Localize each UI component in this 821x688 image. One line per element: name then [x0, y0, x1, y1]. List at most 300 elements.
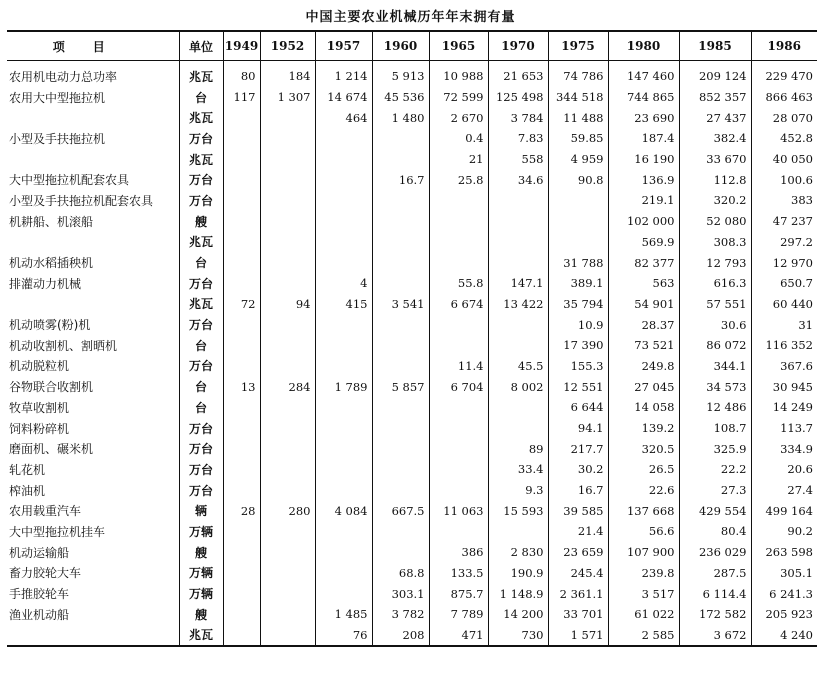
table-row	[7, 542, 817, 563]
table-cell: 102 000	[608, 211, 679, 232]
table-cell	[429, 418, 488, 439]
header-year: 1952	[260, 32, 315, 61]
table-cell	[429, 314, 488, 335]
table-cell: 11.4	[429, 356, 488, 377]
table-cell	[548, 232, 608, 253]
table-cell: 209 124	[679, 61, 751, 87]
table-cell	[372, 521, 429, 542]
table-cell	[223, 542, 260, 563]
table-cell	[223, 438, 260, 459]
table-cell	[429, 232, 488, 253]
header-year: 1960	[372, 32, 429, 61]
table-cell: 429 554	[679, 500, 751, 521]
table-row	[7, 459, 817, 480]
table-row	[7, 521, 817, 542]
table-cell: 23 659	[548, 542, 608, 563]
table-cell	[260, 583, 315, 604]
table-cell: 1 480	[372, 107, 429, 128]
table-cell: 10 988	[429, 61, 488, 87]
table-cell	[372, 211, 429, 232]
table-cell	[429, 480, 488, 501]
table-row	[7, 500, 817, 521]
table-row	[7, 87, 817, 108]
table-cell	[372, 418, 429, 439]
row-item-label	[7, 294, 179, 315]
row-item-label: 轧花机	[9, 462, 46, 477]
table-cell: 229 470	[751, 61, 817, 87]
table-cell: 14 674	[315, 87, 372, 108]
table-cell: 2 830	[488, 542, 548, 563]
table-cell: 236 029	[679, 542, 751, 563]
table-cell: 284	[260, 376, 315, 397]
row-unit: 艘	[179, 211, 223, 232]
table-cell: 4 959	[548, 149, 608, 170]
table-cell: 60 440	[751, 294, 817, 315]
table-cell: 14 058	[608, 397, 679, 418]
table-cell: 125 498	[488, 87, 548, 108]
table-cell: 0.4	[429, 128, 488, 149]
row-unit: 万辆	[179, 521, 223, 542]
row-item-label: 磨面机、碾米机	[9, 442, 94, 457]
table-cell: 47 237	[751, 211, 817, 232]
row-unit: 万台	[179, 169, 223, 190]
table-row	[7, 563, 817, 584]
table-cell: 108.7	[679, 418, 751, 439]
table-row	[7, 61, 817, 87]
table-cell: 866 463	[751, 87, 817, 108]
table-row	[7, 335, 817, 356]
table-cell: 11 063	[429, 500, 488, 521]
table-cell: 464	[315, 107, 372, 128]
table-cell	[372, 542, 429, 563]
row-unit: 台	[179, 397, 223, 418]
table-cell	[488, 521, 548, 542]
table-row	[7, 604, 817, 625]
row-item-label: 牧草收割机	[9, 400, 70, 415]
table-cell: 452.8	[751, 128, 817, 149]
table-cell: 1 214	[315, 61, 372, 87]
table-cell: 1 485	[315, 604, 372, 625]
table-cell	[223, 128, 260, 149]
table-cell: 17 390	[548, 335, 608, 356]
table-cell	[260, 356, 315, 377]
table-cell: 334.9	[751, 438, 817, 459]
table-cell: 33.4	[488, 459, 548, 480]
row-unit: 万台	[179, 190, 223, 211]
table-cell: 68.8	[372, 563, 429, 584]
table-cell	[260, 521, 315, 542]
table-row	[7, 438, 817, 459]
table-body	[7, 61, 817, 646]
table-cell: 730	[488, 625, 548, 646]
table-cell: 14 249	[751, 397, 817, 418]
table-cell	[260, 128, 315, 149]
table-cell	[223, 232, 260, 253]
table-cell	[223, 625, 260, 646]
table-cell: 133.5	[429, 563, 488, 584]
row-item-label: 大中型拖拉机配套农具	[9, 173, 130, 188]
row-item-label	[7, 149, 179, 170]
table-cell	[488, 314, 548, 335]
table-cell	[315, 252, 372, 273]
table-cell	[260, 149, 315, 170]
table-cell	[223, 356, 260, 377]
table-cell: 5 857	[372, 376, 429, 397]
header-year: 1949	[223, 32, 260, 61]
table-cell: 90.8	[548, 169, 608, 190]
row-item-label: 机动脱粒机	[9, 359, 70, 374]
table-cell: 744 865	[608, 87, 679, 108]
row-unit: 艘	[179, 604, 223, 625]
table-cell	[315, 211, 372, 232]
table-cell: 2 585	[608, 625, 679, 646]
table-cell: 3 541	[372, 294, 429, 315]
row-unit: 兆瓦	[179, 61, 223, 87]
table-row	[7, 273, 817, 294]
row-item-label: 畜力胶轮大车	[9, 566, 82, 581]
table-cell: 72	[223, 294, 260, 315]
table-cell	[315, 459, 372, 480]
table-cell	[223, 314, 260, 335]
table-cell	[315, 521, 372, 542]
table-row	[7, 252, 817, 273]
table-cell	[315, 418, 372, 439]
table-cell: 26.5	[608, 459, 679, 480]
row-item-label	[7, 625, 179, 646]
table-cell: 320.2	[679, 190, 751, 211]
header-year: 1965	[429, 32, 488, 61]
table-cell: 325.9	[679, 438, 751, 459]
row-item-label: 机动收割机、割晒机	[9, 338, 118, 353]
table-cell: 344 518	[548, 87, 608, 108]
table-cell: 22.6	[608, 480, 679, 501]
table-cell: 280	[260, 500, 315, 521]
table-cell: 21 653	[488, 61, 548, 87]
table-cell: 54 901	[608, 294, 679, 315]
table-cell: 80	[223, 61, 260, 87]
table-cell: 25.8	[429, 169, 488, 190]
row-item-label: 农用大中型拖拉机	[9, 90, 106, 105]
row-item-label: 小型及手扶拖拉机配套农具	[9, 193, 154, 208]
table-cell	[260, 252, 315, 273]
header-year: 1980	[608, 32, 679, 61]
table-cell: 137 668	[608, 500, 679, 521]
table-cell: 30.2	[548, 459, 608, 480]
table-cell: 499 164	[751, 500, 817, 521]
table-cell: 9.3	[488, 480, 548, 501]
row-unit: 台	[179, 87, 223, 108]
table-cell	[260, 604, 315, 625]
table-cell: 136.9	[608, 169, 679, 190]
table-cell	[223, 273, 260, 294]
table-cell: 31 788	[548, 252, 608, 273]
table-cell	[429, 438, 488, 459]
table-cell	[260, 211, 315, 232]
table-cell: 33 670	[679, 149, 751, 170]
table-cell: 219.1	[608, 190, 679, 211]
table-row	[7, 356, 817, 377]
row-unit: 台	[179, 376, 223, 397]
table-cell	[548, 211, 608, 232]
table-cell: 27 045	[608, 376, 679, 397]
row-item-label: 渔业机动船	[9, 607, 70, 622]
table-cell	[372, 128, 429, 149]
table-cell	[223, 252, 260, 273]
table-cell	[315, 438, 372, 459]
table-cell: 616.3	[679, 273, 751, 294]
table-cell	[315, 190, 372, 211]
table-row	[7, 418, 817, 439]
table-row	[7, 583, 817, 604]
table-cell	[315, 314, 372, 335]
row-item-label: 排灌动力机械	[9, 276, 82, 291]
table-cell: 107 900	[608, 542, 679, 563]
row-item-label: 机耕船、机滚船	[9, 214, 94, 229]
row-unit: 万台	[179, 438, 223, 459]
table-cell: 116 352	[751, 335, 817, 356]
table-cell	[372, 149, 429, 170]
table-cell: 245.4	[548, 563, 608, 584]
table-cell	[315, 169, 372, 190]
table-cell	[488, 418, 548, 439]
table-cell: 56.6	[608, 521, 679, 542]
table-cell: 297.2	[751, 232, 817, 253]
table-cell	[372, 397, 429, 418]
table-cell: 73 521	[608, 335, 679, 356]
table-row	[7, 149, 817, 170]
table-cell	[223, 418, 260, 439]
table-cell: 155.3	[548, 356, 608, 377]
table-cell	[260, 335, 315, 356]
table-cell	[260, 107, 315, 128]
table-cell: 8 002	[488, 376, 548, 397]
table-cell	[260, 542, 315, 563]
table-cell: 28 070	[751, 107, 817, 128]
row-unit: 万台	[179, 480, 223, 501]
table-cell: 82 377	[608, 252, 679, 273]
table-cell: 89	[488, 438, 548, 459]
table-cell	[488, 211, 548, 232]
header-year: 1985	[679, 32, 751, 61]
table-cell	[372, 190, 429, 211]
table-cell	[260, 190, 315, 211]
table-cell: 563	[608, 273, 679, 294]
table-cell	[260, 169, 315, 190]
table-cell: 184	[260, 61, 315, 87]
table-cell: 59.85	[548, 128, 608, 149]
table-row	[7, 211, 817, 232]
row-unit: 台	[179, 335, 223, 356]
row-unit: 兆瓦	[179, 107, 223, 128]
table-cell	[372, 232, 429, 253]
table-cell: 650.7	[751, 273, 817, 294]
table-cell: 308.3	[679, 232, 751, 253]
table-cell: 249.8	[608, 356, 679, 377]
table-cell: 16.7	[372, 169, 429, 190]
table-title: 中国主要农业机械历年年末拥有量	[305, 10, 516, 25]
table-cell: 208	[372, 625, 429, 646]
table-row	[7, 294, 817, 315]
row-item-label: 手推胶轮车	[9, 587, 70, 602]
table-cell: 22.2	[679, 459, 751, 480]
table-cell: 383	[751, 190, 817, 211]
table-cell: 16 190	[608, 149, 679, 170]
table-cell	[260, 459, 315, 480]
row-item-label: 饲料粉碎机	[9, 421, 70, 436]
table-cell: 21.4	[548, 521, 608, 542]
table-cell: 35 794	[548, 294, 608, 315]
table-cell	[223, 190, 260, 211]
row-unit: 兆瓦	[179, 232, 223, 253]
table-cell: 415	[315, 294, 372, 315]
row-item-label: 农用机电动力总功率	[9, 69, 118, 84]
row-item-label: 机动水稻插秧机	[9, 256, 94, 271]
table-cell: 11 488	[548, 107, 608, 128]
table-cell: 6 241.3	[751, 583, 817, 604]
table-cell	[315, 563, 372, 584]
table-cell: 558	[488, 149, 548, 170]
table-cell	[488, 397, 548, 418]
table-cell	[372, 438, 429, 459]
table-cell	[315, 128, 372, 149]
table-cell	[223, 563, 260, 584]
table-cell: 57 551	[679, 294, 751, 315]
table-cell: 367.6	[751, 356, 817, 377]
table-cell	[315, 480, 372, 501]
table-row	[7, 314, 817, 335]
table-cell: 28	[223, 500, 260, 521]
row-item-label: 谷物联合收割机	[9, 380, 94, 395]
table-cell: 239.8	[608, 563, 679, 584]
row-item-label: 机动运输船	[9, 545, 70, 560]
table-cell: 12 793	[679, 252, 751, 273]
row-unit: 兆瓦	[179, 149, 223, 170]
table-cell: 1 571	[548, 625, 608, 646]
row-item-label: 榨油机	[9, 483, 46, 498]
table-cell: 12 486	[679, 397, 751, 418]
table-cell: 7.83	[488, 128, 548, 149]
table-cell	[315, 149, 372, 170]
table-cell	[548, 190, 608, 211]
table-cell	[260, 418, 315, 439]
table-cell: 1 789	[315, 376, 372, 397]
table-cell	[260, 232, 315, 253]
header-year: 1957	[315, 32, 372, 61]
table-cell: 12 970	[751, 252, 817, 273]
row-item-label: 大中型拖拉机挂车	[9, 524, 106, 539]
table-cell: 80.4	[679, 521, 751, 542]
table-cell	[223, 211, 260, 232]
table-cell	[260, 273, 315, 294]
table-cell: 3 784	[488, 107, 548, 128]
table-cell: 94.1	[548, 418, 608, 439]
table-cell: 172 582	[679, 604, 751, 625]
table-cell: 2 670	[429, 107, 488, 128]
table-cell: 13	[223, 376, 260, 397]
row-unit: 万台	[179, 459, 223, 480]
row-unit: 辆	[179, 500, 223, 521]
table-row	[7, 107, 817, 128]
table-cell: 20.6	[751, 459, 817, 480]
table-cell: 45.5	[488, 356, 548, 377]
table-cell: 471	[429, 625, 488, 646]
table-cell: 12 551	[548, 376, 608, 397]
table-cell	[372, 459, 429, 480]
table-cell	[372, 480, 429, 501]
table-cell	[223, 521, 260, 542]
table-row	[7, 128, 817, 149]
table-cell	[372, 356, 429, 377]
table-cell: 28.37	[608, 314, 679, 335]
table-cell	[429, 190, 488, 211]
table-cell: 76	[315, 625, 372, 646]
table-cell	[488, 335, 548, 356]
table-cell: 13 422	[488, 294, 548, 315]
table-cell	[223, 459, 260, 480]
header-item: 项目	[7, 32, 179, 61]
table-cell: 5 913	[372, 61, 429, 87]
table-row	[7, 232, 817, 253]
row-item-label	[7, 232, 179, 253]
table-cell: 6 644	[548, 397, 608, 418]
table-cell: 139.2	[608, 418, 679, 439]
header-row	[7, 32, 817, 61]
table-cell: 34.6	[488, 169, 548, 190]
table-cell: 113.7	[751, 418, 817, 439]
table-cell: 74 786	[548, 61, 608, 87]
table-cell: 45 536	[372, 87, 429, 108]
table-cell: 190.9	[488, 563, 548, 584]
table-cell	[429, 335, 488, 356]
table-cell: 303.1	[372, 583, 429, 604]
header-year: 1970	[488, 32, 548, 61]
table-row	[7, 397, 817, 418]
table-cell: 3 672	[679, 625, 751, 646]
table-cell: 569.9	[608, 232, 679, 253]
table-cell	[315, 232, 372, 253]
table-row	[7, 169, 817, 190]
table-cell	[260, 314, 315, 335]
table-cell	[260, 438, 315, 459]
table-cell: 55.8	[429, 273, 488, 294]
row-unit: 兆瓦	[179, 625, 223, 646]
table-cell	[488, 190, 548, 211]
table-cell: 6 674	[429, 294, 488, 315]
table-cell: 27.3	[679, 480, 751, 501]
table-cell	[223, 397, 260, 418]
table-cell	[315, 356, 372, 377]
table-cell	[372, 335, 429, 356]
table-cell: 263 598	[751, 542, 817, 563]
row-unit: 万辆	[179, 583, 223, 604]
table-cell: 667.5	[372, 500, 429, 521]
row-unit: 万台	[179, 314, 223, 335]
row-unit: 台	[179, 252, 223, 273]
table-cell	[315, 335, 372, 356]
table-cell: 117	[223, 87, 260, 108]
table-cell: 30.6	[679, 314, 751, 335]
table-cell: 320.5	[608, 438, 679, 459]
table-cell: 287.5	[679, 563, 751, 584]
table-cell	[429, 397, 488, 418]
row-unit: 万台	[179, 128, 223, 149]
data-table-frame	[7, 30, 817, 647]
table-cell	[223, 583, 260, 604]
table-cell: 72 599	[429, 87, 488, 108]
table-cell	[223, 335, 260, 356]
table-cell	[223, 107, 260, 128]
table-cell	[429, 459, 488, 480]
